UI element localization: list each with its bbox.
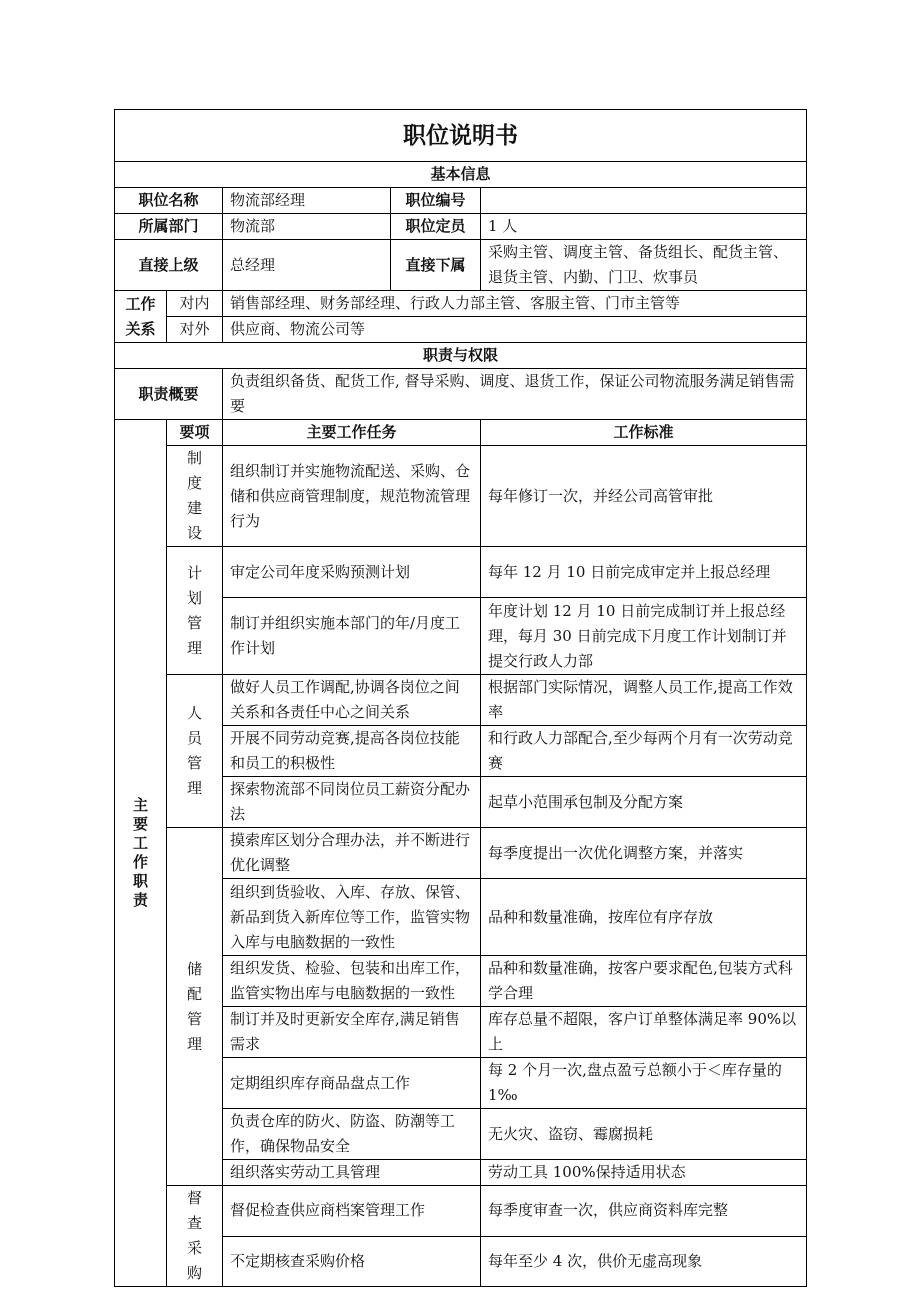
table-row [115, 675, 807, 726]
duty-task-cell: 做好人员工作调配,协调各岗位之间关系和各责任中心之间关系 [223, 675, 481, 726]
duty-item-label: 人员管理 [167, 675, 223, 828]
duty-standard-cell: 库存总量不超限，客户订单整体满足率 90%以上 [481, 1007, 807, 1058]
subordinates-value: 采购主管、调度主管、备货组长、配货主管、退货主管、内勤、门卫、炊事员 [481, 240, 807, 291]
duty-standard-cell: 起草小范围承包制及分配方案 [481, 777, 807, 828]
position-code-label: 职位编号 [391, 188, 481, 214]
duty-standard-cell: 无火灾、盗窃、霉腐损耗 [481, 1109, 807, 1160]
duty-task-cell: 组织制订并实施物流配送、采购、仓储和供应商管理制度，规范物流管理行为 [223, 446, 481, 547]
column-header-standard: 工作标准 [481, 420, 807, 446]
duty-task-cell: 制订并及时更新安全库存,满足销售需求 [223, 1007, 481, 1058]
department-label: 所属部门 [115, 214, 223, 240]
table-row [115, 446, 807, 547]
position-code-value [481, 188, 807, 214]
duty-standard-cell: 每年修订一次，并经公司高管审批 [481, 446, 807, 547]
table-row [115, 547, 807, 598]
basic-info-header: 基本信息 [115, 162, 807, 188]
main-duties-label-text: 主 要 工 作 职 责 [132, 796, 148, 909]
work-relations-label-line1: 工作 [125, 294, 156, 313]
position-name-label: 职位名称 [115, 188, 223, 214]
table-row [115, 1186, 807, 1237]
department-value: 物流部 [223, 214, 391, 240]
duty-standard-cell: 每季度审查一次，供应商资料库完整 [481, 1186, 807, 1237]
duty-task-cell: 探索物流部不同岗位员工薪资分配办法 [223, 777, 481, 828]
external-relations-label: 对外 [167, 317, 223, 343]
duty-standard-cell: 每 2 个月一次,盘点盈亏总额小于＜库存量的 1‰ [481, 1058, 807, 1109]
internal-relations-value: 销售部经理、财务部经理、行政人力部主管、客服主管、门市主管等 [223, 291, 807, 317]
duty-task-cell: 组织发货、检验、包装和出库工作，监管实物出库与电脑数据的一致性 [223, 956, 481, 1007]
duty-standard-cell: 每季度提出一次优化调整方案，并落实 [481, 828, 807, 879]
duty-task-cell: 开展不同劳动竞赛,提高各岗位技能和员工的积极性 [223, 726, 481, 777]
column-header-task: 主要工作任务 [223, 420, 481, 446]
duty-standard-cell: 劳动工具 100%保持适用状态 [481, 1160, 807, 1186]
position-name-value: 物流部经理 [223, 188, 391, 214]
work-relations-label-line2: 关系 [125, 319, 156, 338]
duty-task-cell: 定期组织库存商品盘点工作 [223, 1058, 481, 1109]
duty-standard-cell: 每年 12 月 10 日前完成审定并上报总经理 [481, 547, 807, 598]
duty-task-cell: 组织到货验收、入库、存放、保管、新品到货入新库位等工作，监管实物入库与电脑数据的一致性 [223, 879, 481, 956]
work-relations-label [115, 291, 167, 343]
job-description-table [114, 109, 807, 1287]
column-header-item: 要项 [167, 420, 223, 446]
duty-item-label: 计划管理 [167, 547, 223, 675]
duty-standard-cell: 品种和数量准确，按库位有序存放 [481, 879, 807, 956]
document-title: 职位说明书 [115, 110, 807, 162]
main-duties-vertical-label [115, 420, 167, 1287]
duty-task-cell: 摸索库区划分合理办法，并不断进行优化调整 [223, 828, 481, 879]
duty-task-cell: 审定公司年度采购预测计划 [223, 547, 481, 598]
internal-relations-label: 对内 [167, 291, 223, 317]
duty-standard-cell: 根据部门实际情况，调整人员工作,提高工作效率 [481, 675, 807, 726]
duty-item-label: 督查采购 [167, 1186, 223, 1287]
duty-item-label: 制度建设 [167, 446, 223, 547]
duty-summary-label: 职责概要 [115, 369, 223, 420]
superior-label: 直接上级 [115, 240, 223, 291]
duty-standard-cell: 年度计划 12 月 10 日前完成制订并上报总经理，每月 30 日前完成下月度工作计划制订并提交行政人力部 [481, 598, 807, 675]
duty-summary-value: 负责组织备货、配货工作, 督导采购、调度、退货工作，保证公司物流服务满足销售需要 [223, 369, 807, 420]
superior-value: 总经理 [223, 240, 391, 291]
external-relations-value: 供应商、物流公司等 [223, 317, 807, 343]
duty-task-cell: 负责仓库的防火、防盗、防潮等工作，确保物品安全 [223, 1109, 481, 1160]
headcount-label: 职位定员 [391, 214, 481, 240]
duty-standard-cell: 每年至少 4 次，供价无虚高现象 [481, 1236, 807, 1287]
duty-standard-cell: 品种和数量准确，按客户要求配色,包装方式科学合理 [481, 956, 807, 1007]
headcount-value: 1 人 [481, 214, 807, 240]
table-row [115, 828, 807, 879]
duty-task-cell: 不定期核查采购价格 [223, 1236, 481, 1287]
subordinates-label: 直接下属 [391, 240, 481, 291]
duty-item-label: 储配管理 [167, 828, 223, 1186]
duty-standard-cell: 和行政人力部配合,至少每两个月有一次劳动竞赛 [481, 726, 807, 777]
duties-header: 职责与权限 [115, 343, 807, 369]
duty-task-cell: 督促检查供应商档案管理工作 [223, 1186, 481, 1237]
duty-task-cell: 组织落实劳动工具管理 [223, 1160, 481, 1186]
duty-task-cell: 制订并组织实施本部门的年/月度工作计划 [223, 598, 481, 675]
